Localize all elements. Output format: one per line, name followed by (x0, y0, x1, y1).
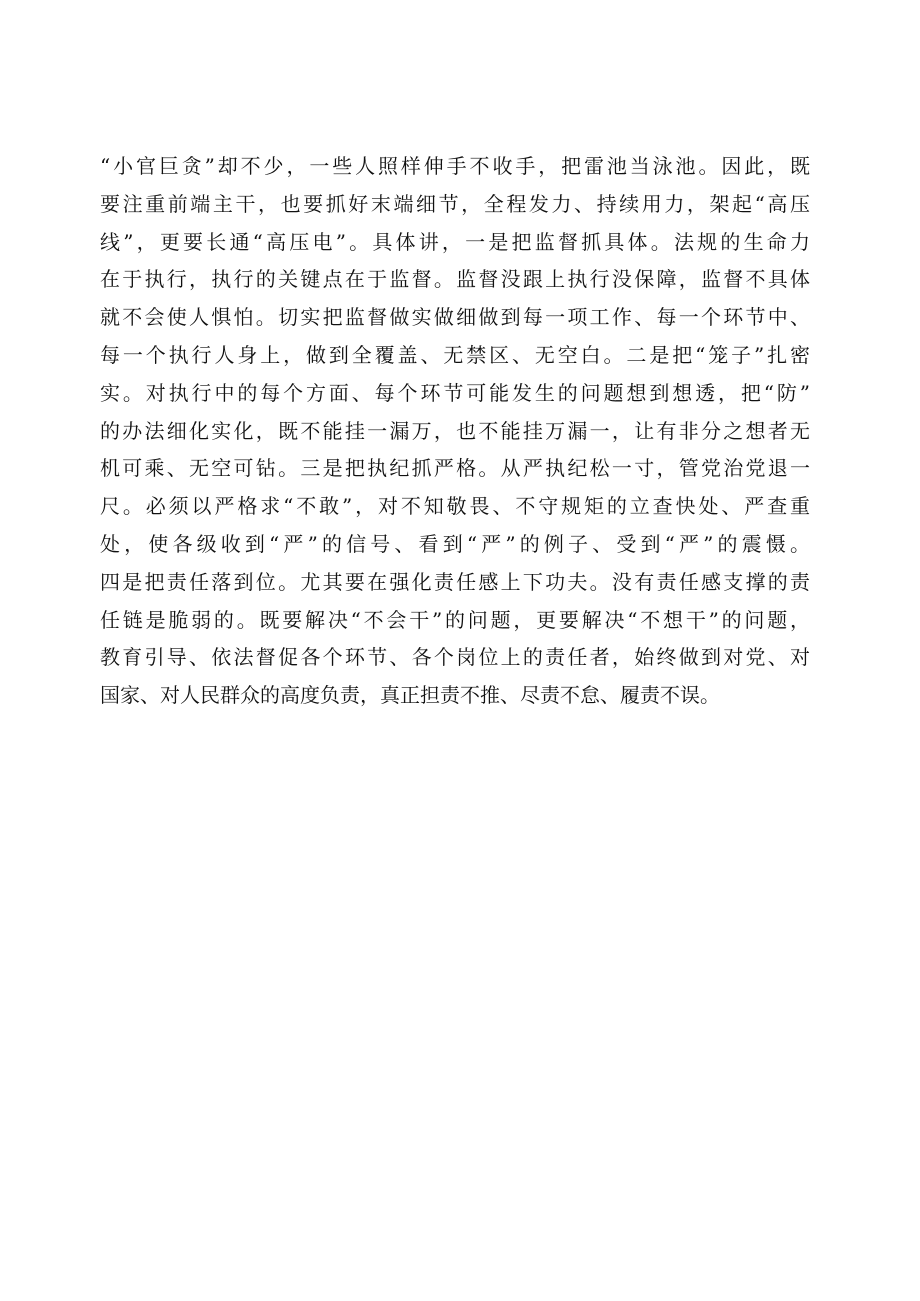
text-line-10: 尺。必须以严格求“不敢”，对不知敬畏、不守规矩的立查快处、严查重 (100, 494, 810, 519)
text-line-12: 四是把责任落到位。尤其要在强化责任感上下功夫。没有责任感支撑的责 (100, 569, 810, 594)
text-line-8: 的办法细化实化，既不能挂一漏万，也不能挂万漏一，让有非分之想者无 (100, 418, 810, 443)
body-paragraph (100, 148, 810, 715)
text-line-6: 每一个执行人身上，做到全覆盖、无禁区、无空白。二是把“笼子”扎密 (100, 342, 810, 367)
text-line-7: 实。对执行中的每个方面、每个环节可能发生的问题想到想透，把“防” (100, 380, 810, 405)
text-line-3: 线”，更要长通“高压电”。具体讲，一是把监督抓具体。法规的生命力 (100, 229, 810, 254)
text-line-5: 就不会使人惧怕。切实把监督做实做细做到每一项工作、每一个环节中、 (100, 305, 810, 330)
text-line-4: 在于执行，执行的关键点在于监督。监督没跟上执行没保障，监督不具体 (100, 267, 810, 292)
text-line-14: 教育引导、依法督促各个环节、各个岗位上的责任者，始终做到对党、对 (100, 645, 810, 670)
text-line-9: 机可乘、无空可钻。三是把执纪抓严格。从严执纪松一寸，管党治党退一 (100, 456, 810, 481)
text-line-2: 要注重前端主干，也要抓好末端细节，全程发力、持续用力，架起“高压 (100, 191, 810, 216)
text-line-15: 国家、对人民群众的高度负责，真正担责不推、尽责不怠、履责不误。 (100, 683, 720, 708)
text-line-11: 处，使各级收到“严”的信号、看到“严”的例子、受到“严”的震慑。 (100, 531, 810, 556)
text-line-1: “小官巨贪”却不少，一些人照样伸手不收手，把雷池当泳池。因此，既 (100, 154, 810, 178)
text-line-13: 任链是脆弱的。既要解决“不会干”的问题，更要解决“不想干”的问题， (100, 607, 810, 632)
